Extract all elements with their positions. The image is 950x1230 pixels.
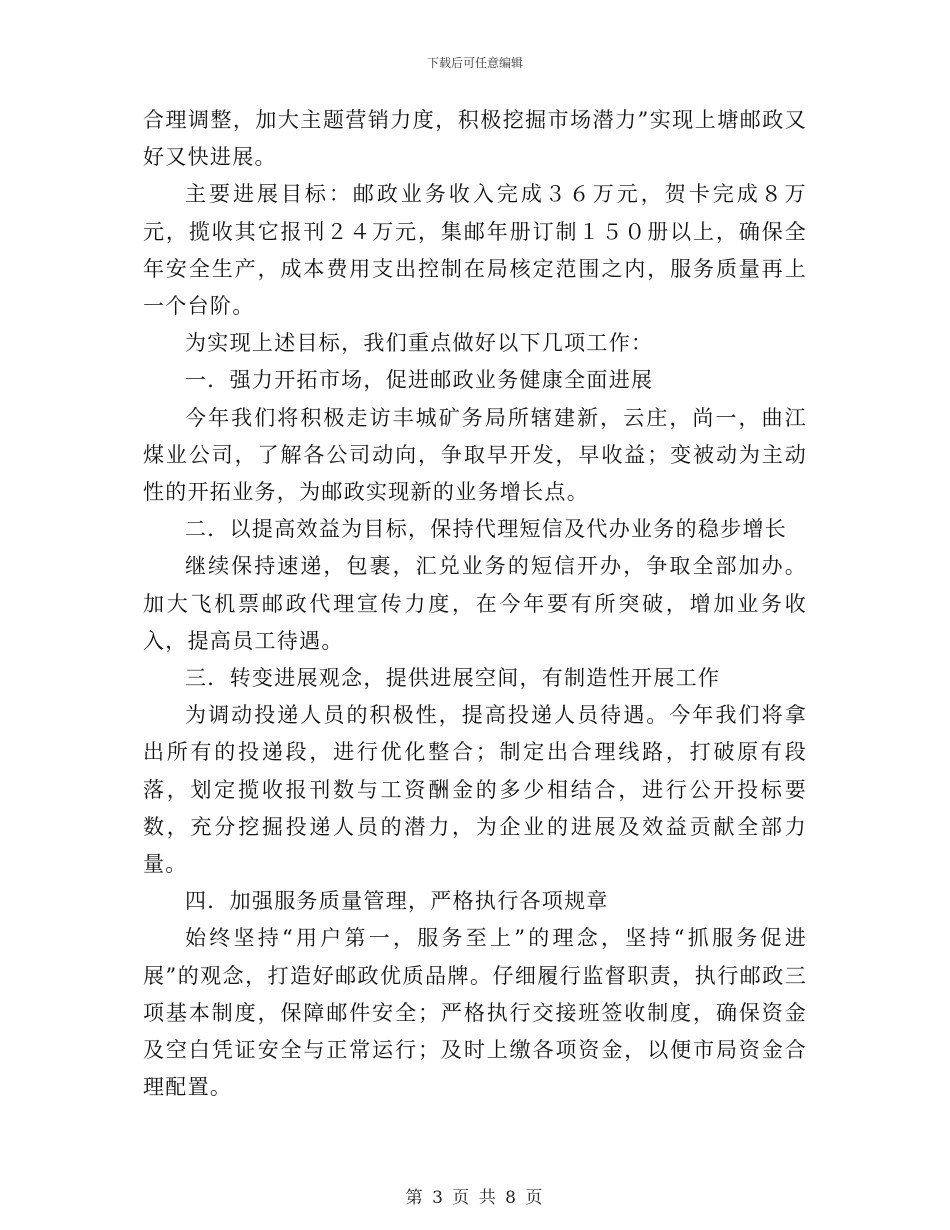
section-heading: 三．转变进展观念，提供进展空间，有制造性开展工作 (185, 666, 721, 691)
paragraph: 继续保持速递，包裹，汇兑业务的短信开办，争取全部加办。加大飞机票邮政代理宣传力度，在今年要有所突破，增加业务收入，提高员工待遇。 (143, 554, 807, 653)
paragraph: 合理调整，加大主题营销力度，积极挖掘市场潜力”实现上塘邮政又好又快进展。 (143, 108, 807, 170)
section-heading: 四．加强服务质量管理，严格执行各项规章 (185, 889, 609, 914)
paragraph: 为实现上述目标，我们重点做好以下几项工作： (185, 331, 654, 356)
page-header: 下载后可任意编辑 (426, 56, 523, 70)
section-heading: 二．以提高效益为目标，保持代理短信及代办业务的稳步增长 (185, 517, 788, 542)
document-body (143, 102, 807, 1106)
page-footer: 第 3 页 共 8 页 (405, 1188, 545, 1208)
paragraph: 主要进展目标：邮政业务收入完成３６万元，贺卡完成８万元，揽收其它报刊２４万元，集邮年册订制１５０册以上，确保全年安全生产，成本费用支出控制在局核定范围之内，服务质量再上一个台阶。 (143, 182, 807, 319)
section-heading: 一．强力开拓市场，促进邮政业务健康全面进展 (185, 368, 654, 393)
paragraph: 为调动投递人员的积极性，提高投递人员待遇。今年我们将拿出所有的投递段，进行优化整合；制定出合理线路，打破原有段落，划定揽收报刊数与工资酬金的多少相结合，进行公开投标要数，充分挖掘投递人员的潜力，为企业的进展及效益贡献全部力量。 (143, 703, 807, 877)
paragraph: 始终坚持“用户第一，服务至上”的理念，坚持“抓服务促进展”的观念，打造好邮政优质品牌。仔细履行监督职责，执行邮政三项基本制度，保障邮件安全；严格执行交接班签收制度，确保资金及空白凭证安全与正常运行；及时上缴各项资金，以便市局资金合理配置。 (143, 926, 807, 1100)
paragraph: 今年我们将积极走访丰城矿务局所辖建新，云庄，尚一，曲江煤业公司，了解各公司动向，争取早开发，早收益；变被动为主动性的开拓业务，为邮政实现新的业务增长点。 (143, 405, 807, 505)
